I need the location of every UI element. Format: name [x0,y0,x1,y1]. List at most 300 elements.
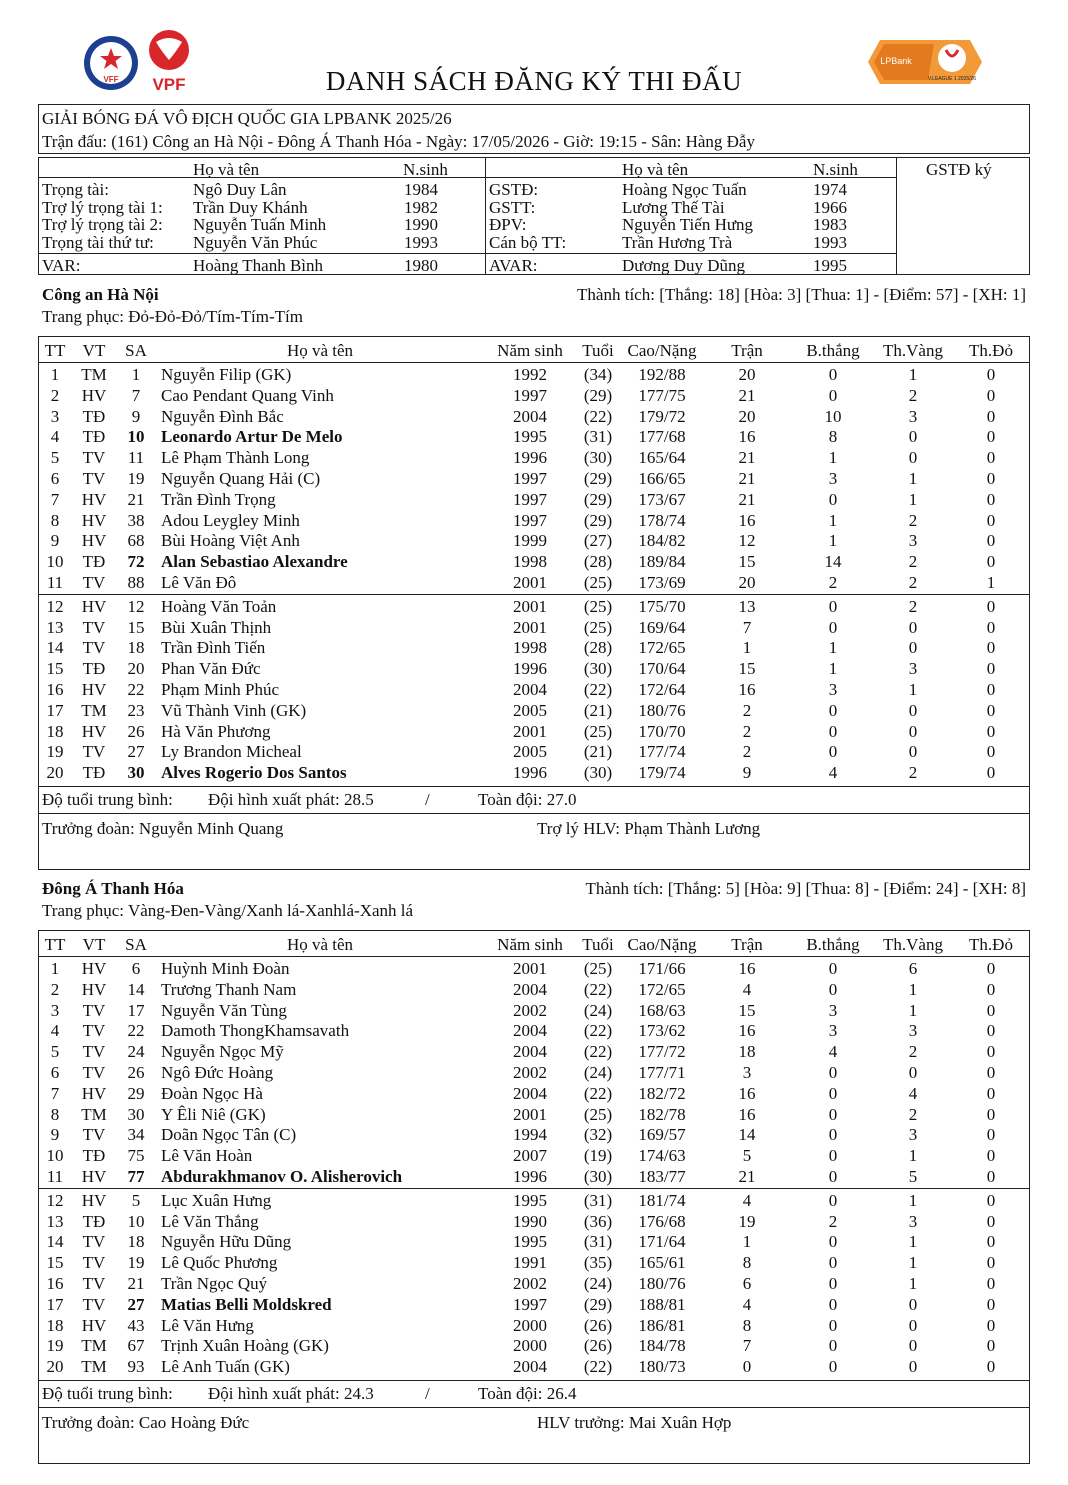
player-age: (30) [583,1167,613,1186]
roster-header [0,934,1068,955]
officials-header-birth: N.sinh [813,160,858,179]
player-red-cards: 0 [986,1315,996,1335]
player-age: (32) [583,1125,613,1145]
player-matches: 4 [742,1190,752,1210]
official-birth: 1983 [813,215,847,234]
player-matches: 5 [742,1146,752,1166]
player-yellow-cards: 0 [908,448,918,468]
player-goals: 2 [828,573,838,592]
player-position: HV [81,959,107,978]
player-goals: 4 [828,763,838,783]
player-no: 5 [50,1042,60,1062]
player-goals: 0 [828,959,838,978]
player-red-cards: 0 [986,721,996,741]
player-age: (25) [583,1104,613,1124]
player-birth-year: 1999 [513,531,547,551]
player-height-weight: 165/61 [638,1253,686,1273]
player-matches: 16 [738,1021,756,1041]
player-no: 6 [50,469,60,488]
player-age: (22) [583,1042,613,1062]
player-position: TĐ [82,763,106,783]
player-yellow-cards: 1 [908,489,918,509]
official-name: Nguyễn Tuấn Minh [193,215,327,234]
player-goals: 0 [828,1167,838,1186]
player-age: (24) [583,1274,613,1293]
team-record: Thành tích: [Thắng: 5] [Hòa: 9] [Thua: 8] - [Điểm: 24] - [XH: 8] [585,879,1026,898]
player-height-weight: 174/63 [638,1146,686,1166]
player-birth-year: 2002 [513,1063,547,1082]
player-age: (21) [583,742,613,762]
player-position: TM [81,365,107,384]
player-matches: 7 [742,1336,752,1356]
player-height-weight: 183/77 [638,1167,686,1186]
player-yellow-cards: 2 [908,596,918,616]
player-age: (22) [583,1357,613,1377]
official-birth: 1966 [813,197,847,217]
player-no: 15 [46,659,64,679]
player-name: Lê Văn Hưng [161,1315,254,1335]
player-height-weight: 182/72 [638,1083,686,1103]
player-position: TĐ [82,1146,106,1166]
player-age: (28) [583,638,613,658]
player-shirt: 22 [127,1021,145,1041]
player-shirt: 6 [131,959,141,978]
table-row [0,447,1068,468]
table-row [0,979,1068,1000]
player-name: Matias Belli Moldskred [161,1294,332,1314]
player-red-cards: 0 [986,1274,996,1293]
avg-age-team: Toàn đội: 27.0 [478,790,577,809]
officials-header-name: Họ và tên [622,160,689,179]
player-yellow-cards: 1 [908,1000,918,1020]
table-row [0,617,1068,638]
player-birth-year: 2004 [513,1083,547,1103]
player-height-weight: 179/74 [638,763,686,783]
player-goals: 0 [828,1232,838,1252]
table-row [0,1273,1068,1294]
player-birth-year: 1996 [513,448,547,468]
player-height-weight: 169/64 [638,617,686,637]
table-row [0,1335,1068,1356]
official-name: Hoàng Ngọc Tuấn [622,180,747,199]
player-red-cards: 0 [986,1294,996,1314]
table-row [0,468,1068,489]
player-no: 17 [46,1294,64,1314]
player-name: Lê Anh Tuấn (GK) [161,1357,290,1377]
player-shirt: 14 [127,979,145,999]
player-matches: 8 [742,1315,752,1335]
player-yellow-cards: 2 [908,385,918,405]
player-no: 2 [50,979,60,999]
player-position: TV [82,448,106,468]
player-shirt: 75 [127,1146,145,1166]
player-goals: 0 [828,596,838,616]
player-birth-year: 2001 [513,617,547,637]
player-age: (30) [583,763,613,783]
staff-head: Trưởng đoàn: Cao Hoàng Đức [42,1413,250,1432]
player-birth-year: 2004 [513,979,547,999]
player-matches: 16 [738,427,756,447]
player-no: 10 [46,552,64,572]
player-goals: 0 [828,1315,838,1335]
player-name: Alves Rogerio Dos Santos [161,763,347,783]
player-matches: 15 [738,552,756,572]
player-birth-year: 1996 [513,659,547,679]
player-yellow-cards: 2 [908,510,918,530]
player-goals: 3 [828,680,838,699]
player-name: Adou Leygley Minh [161,510,300,530]
player-yellow-cards: 1 [908,469,918,488]
player-name: Trần Đình Tiến [161,638,266,658]
player-birth-year: 2001 [513,1104,547,1124]
player-shirt: 27 [127,742,145,762]
player-matches: 13 [738,596,756,616]
player-name: Hà Văn Phương [161,721,271,741]
player-height-weight: 177/72 [638,1042,686,1062]
player-age: (24) [583,1000,613,1020]
official-birth: 1980 [404,256,438,275]
player-name: Lê Văn Thắng [161,1211,259,1231]
player-height-weight: 180/76 [638,700,686,720]
player-goals: 0 [828,721,838,741]
player-matches: 21 [738,489,756,509]
player-matches: 4 [742,979,752,999]
player-position: TĐ [82,1211,106,1231]
player-no: 12 [46,1190,64,1210]
player-birth-year: 1991 [513,1253,547,1273]
player-shirt: 22 [127,680,145,699]
player-birth-year: 2007 [513,1146,547,1166]
player-age: (28) [583,552,613,572]
player-birth-year: 2004 [513,1357,547,1377]
player-matches: 21 [738,448,756,468]
player-red-cards: 1 [986,573,996,592]
official-role: Cán bộ TT: [489,232,567,252]
player-shirt: 21 [127,1274,145,1293]
player-birth-year: 2004 [513,680,547,699]
player-no: 4 [50,1021,60,1041]
player-red-cards: 0 [986,1253,996,1273]
player-red-cards: 0 [986,1167,996,1186]
player-height-weight: 179/72 [638,406,686,426]
avg-age-label: Độ tuổi trung bình: [42,1384,173,1403]
player-matches: 14 [738,1125,756,1145]
player-name: Hoàng Văn Toản [161,596,277,616]
player-position: TĐ [82,659,106,679]
player-red-cards: 0 [986,659,996,679]
official-role: GSTĐ: [489,180,539,199]
player-position: TV [82,1042,106,1062]
player-red-cards: 0 [986,700,996,720]
player-goals: 2 [828,1211,838,1231]
player-no: 7 [50,1083,60,1103]
official-birth: 1995 [813,256,847,275]
table-row [0,572,1068,593]
player-position: TV [82,742,106,762]
player-birth-year: 2001 [513,959,547,978]
player-matches: 19 [738,1211,756,1231]
player-red-cards: 0 [986,617,996,637]
player-position: HV [81,1167,107,1186]
player-matches: 8 [742,1253,752,1273]
player-no: 16 [46,1274,64,1293]
team-record: Thành tích: [Thắng: 18] [Hòa: 3] [Thua: 1] - [Điểm: 57] - [XH: 1] [577,285,1026,304]
column-header: VT [82,935,106,954]
player-name: Nguyễn Filip (GK) [161,365,292,384]
player-position: TM [81,700,107,720]
player-shirt: 19 [127,469,145,488]
player-position: TV [82,1000,106,1020]
column-header: Th.Vàng [883,935,943,954]
player-position: TV [82,638,106,658]
player-shirt: 30 [127,1104,145,1124]
player-height-weight: 173/62 [638,1021,686,1041]
player-name: Lục Xuân Hưng [161,1190,272,1210]
player-red-cards: 0 [986,448,996,468]
officials-header-birth: N.sinh [403,160,448,179]
player-no: 11 [46,573,64,592]
player-red-cards: 0 [986,680,996,699]
player-red-cards: 0 [986,1125,996,1145]
player-height-weight: 180/76 [638,1274,686,1293]
player-age: (34) [583,365,613,384]
player-goals: 0 [828,365,838,384]
player-matches: 16 [738,1104,756,1124]
player-shirt: 34 [127,1125,145,1145]
player-no: 19 [46,1336,64,1356]
player-birth-year: 2005 [513,742,547,762]
player-goals: 1 [828,448,838,468]
player-red-cards: 0 [986,742,996,762]
player-age: (25) [583,617,613,637]
player-goals: 0 [828,1125,838,1145]
player-goals: 0 [828,1190,838,1210]
player-no: 3 [50,406,60,426]
player-goals: 1 [828,659,838,679]
player-no: 10 [46,1146,64,1166]
player-birth-year: 1994 [513,1125,547,1145]
player-position: HV [81,1190,107,1210]
player-birth-year: 1995 [513,427,547,447]
player-shirt: 67 [127,1336,145,1356]
player-age: (19) [583,1146,613,1166]
player-goals: 1 [828,531,838,551]
player-position: TV [82,469,106,488]
player-height-weight: 182/78 [638,1104,686,1124]
player-shirt: 19 [127,1253,145,1273]
table-row [0,1062,1068,1083]
player-position: TV [82,1253,106,1273]
player-age: (22) [583,1021,613,1041]
player-name: Ly Brandon Micheal [161,742,302,762]
player-shirt: 38 [127,510,145,530]
column-header: Năm sinh [497,935,563,954]
player-matches: 2 [742,721,752,741]
player-name: Trịnh Xuân Hoàng (GK) [161,1336,329,1356]
official-birth: 1993 [404,232,438,252]
player-shirt: 10 [127,427,145,447]
player-no: 19 [46,742,64,762]
player-matches: 6 [742,1274,752,1293]
player-shirt: 43 [127,1315,145,1335]
player-red-cards: 0 [986,1146,996,1166]
player-birth-year: 1995 [513,1232,547,1252]
official-role: Trợ lý trọng tài 1: [42,197,163,217]
player-red-cards: 0 [986,1063,996,1082]
player-no: 1 [50,959,60,978]
player-shirt: 9 [131,406,141,426]
player-name: Nguyễn Ngọc Mỹ [161,1042,284,1062]
player-goals: 0 [828,700,838,720]
player-name: Lê Văn Đô [161,573,237,592]
player-yellow-cards: 0 [908,742,918,762]
player-red-cards: 0 [986,1000,996,1020]
player-name: Damoth ThongKhamsavath [161,1021,350,1041]
avg-age-starting: Đội hình xuất phát: 24.3 [208,1384,374,1403]
player-yellow-cards: 1 [908,1190,918,1210]
table-row [0,658,1068,679]
player-no: 16 [46,680,64,699]
player-name: Y Êli Niê (GK) [161,1104,266,1124]
player-name: Nguyễn Hữu Dũng [161,1232,292,1252]
player-name: Phan Văn Đức [161,659,261,679]
table-row [0,510,1068,531]
player-goals: 0 [828,489,838,509]
player-position: HV [81,596,107,616]
player-age: (29) [583,510,613,530]
svg-text:V.LEAGUE 1 2025/26: V.LEAGUE 1 2025/26 [927,76,977,82]
avg-age-starting: Đội hình xuất phát: 28.5 [208,790,374,809]
player-age: (30) [583,448,613,468]
player-red-cards: 0 [986,638,996,658]
player-yellow-cards: 1 [908,680,918,699]
avg-age-label: Độ tuổi trung bình: [42,790,173,809]
player-height-weight: 173/67 [638,489,686,509]
player-name: Nguyễn Văn Tùng [161,1000,287,1020]
player-yellow-cards: 0 [908,617,918,637]
player-goals: 0 [828,1336,838,1356]
table-row [0,700,1068,721]
player-birth-year: 1996 [513,763,547,783]
official-name: Hoàng Thanh Bình [193,256,324,275]
table-row [0,1231,1068,1252]
player-red-cards: 0 [986,959,996,978]
player-shirt: 88 [127,573,145,592]
column-header: Cao/Nặng [627,341,697,360]
player-no: 2 [50,385,60,405]
player-goals: 1 [828,638,838,658]
official-role: AVAR: [489,256,538,275]
player-age: (21) [583,700,613,720]
player-shirt: 1 [131,365,141,384]
player-matches: 7 [742,617,752,637]
player-matches: 21 [738,469,756,488]
table-row [0,1104,1068,1125]
player-red-cards: 0 [986,365,996,384]
player-shirt: 29 [127,1083,145,1103]
player-goals: 0 [828,1146,838,1166]
player-goals: 0 [828,1063,838,1082]
player-no: 17 [46,700,64,720]
player-shirt: 17 [127,1000,145,1020]
player-name: Lê Văn Hoàn [161,1146,253,1166]
player-no: 20 [46,763,64,783]
player-goals: 0 [828,617,838,637]
table-row [0,1252,1068,1273]
official-birth: 1990 [404,215,438,234]
player-goals: 3 [828,1021,838,1041]
player-age: (26) [583,1315,613,1335]
player-shirt: 18 [127,1232,145,1252]
table-row [0,762,1068,783]
table-row [0,741,1068,762]
player-matches: 9 [742,763,752,783]
column-header: Năm sinh [497,341,563,360]
table-row [0,1020,1068,1041]
official-role: ĐPV: [489,215,527,234]
player-name: Đoàn Ngọc Hà [161,1083,263,1103]
official-role: Trọng tài thứ tư: [42,232,154,252]
official-name: Trần Duy Khánh [193,197,308,217]
player-red-cards: 0 [986,1357,996,1377]
svg-text:LPBank: LPBank [880,56,912,66]
player-matches: 16 [738,959,756,978]
table-row [0,1211,1068,1232]
table-row [0,406,1068,427]
player-yellow-cards: 0 [908,700,918,720]
player-yellow-cards: 1 [908,365,918,384]
official-role: VAR: [42,256,81,275]
column-header: SA [125,935,147,954]
player-yellow-cards: 2 [908,1042,918,1062]
player-matches: 1 [742,638,752,658]
player-yellow-cards: 1 [908,1146,918,1166]
table-row [0,426,1068,447]
official-role: Trọng tài: [42,180,109,199]
player-birth-year: 2004 [513,406,547,426]
player-height-weight: 189/84 [638,552,686,572]
player-matches: 4 [742,1294,752,1314]
player-position: TV [82,1063,106,1082]
column-header: TT [44,935,66,954]
player-goals: 0 [828,1357,838,1377]
table-row [0,1000,1068,1021]
player-matches: 21 [738,1167,756,1186]
player-position: HV [81,510,107,530]
player-matches: 21 [738,385,756,405]
player-goals: 0 [828,1104,838,1124]
player-birth-year: 1996 [513,1167,547,1186]
player-red-cards: 0 [986,596,996,616]
player-birth-year: 2001 [513,573,547,592]
player-name: Trương Thanh Nam [161,979,297,999]
player-red-cards: 0 [986,552,996,572]
player-shirt: 23 [127,700,145,720]
player-age: (29) [583,469,613,488]
column-header: Tuổi [582,935,614,954]
svg-text:VPF: VPF [152,75,186,94]
table-row [0,1190,1068,1211]
player-red-cards: 0 [986,385,996,405]
team-kit: Trang phục: Đỏ-Đỏ-Đỏ/Tím-Tím-Tím [42,307,303,326]
official-name: Nguyễn Văn Phúc [193,232,318,252]
player-red-cards: 0 [986,1083,996,1103]
player-height-weight: 166/65 [638,469,686,488]
player-shirt: 93 [127,1357,145,1377]
player-no: 3 [50,1000,60,1020]
player-height-weight: 192/88 [638,365,686,384]
column-header: Tuổi [582,341,614,360]
